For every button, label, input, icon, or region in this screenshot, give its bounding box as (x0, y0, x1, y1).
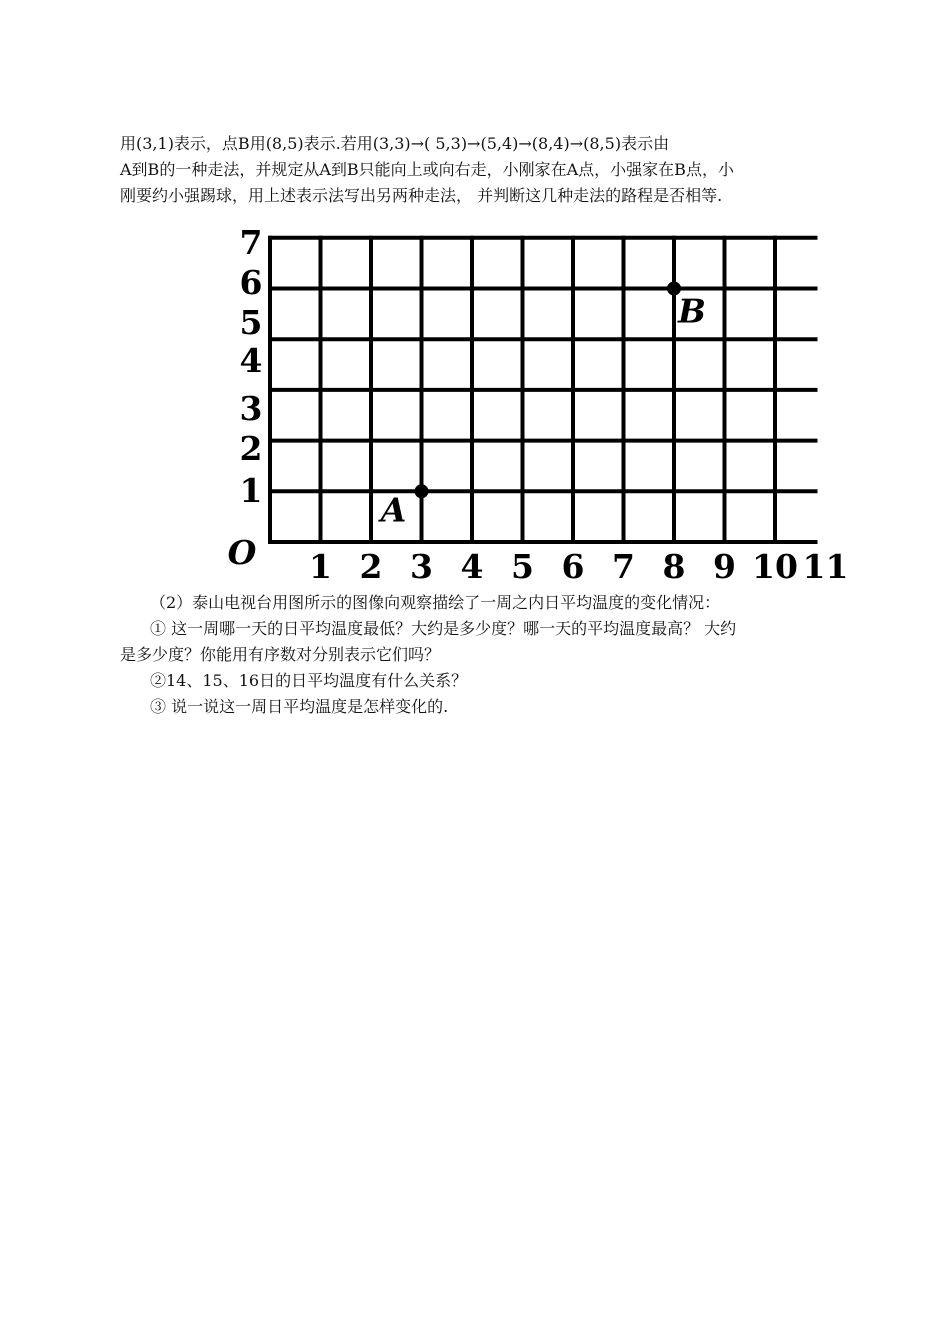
x-tick-label: 5 (511, 547, 534, 582)
x-tick-label: 11 (802, 547, 849, 582)
problem-1-line-2: A到B的一种走法，并规定从A到B只能向上或向右走，小刚家在A点，小强家在B点，小 (120, 160, 734, 179)
x-tick-label: 1 (309, 547, 332, 582)
x-tick-label: 2 (359, 547, 383, 582)
y-tick-label: 5 (239, 303, 263, 342)
x-tick-label: 9 (713, 547, 736, 582)
x-tick-label: 3 (410, 547, 433, 582)
point-label: A (380, 490, 407, 530)
problem-1-line-3: 刚要约小强踢球，用上述表示法写出另两种走法， 并判断这几种走法的路程是否相等. (120, 186, 723, 205)
origin-label: O (227, 533, 257, 572)
problem-1-line-1: 用(3,1)表示，点B用(8,5)表示.若用(3,3)→( 5,3)→(5,4)→(8,4)→(8,5)表示由 (120, 134, 670, 153)
question-3: ③ 说一说这一周日平均温度是怎样变化的. (150, 697, 449, 716)
x-tick-label: 7 (612, 547, 635, 582)
y-tick-label: 1 (239, 471, 263, 510)
coordinate-grid-figure (220, 222, 850, 582)
question-1-line-1: ① 这一周哪一天的日平均温度最低？大约是多少度？哪一天的平均温度最高？ 大约 (150, 619, 737, 638)
point-label: B (678, 291, 706, 331)
question-1-line-2: 是多少度？你能用有序数对分别表示它们吗？ (120, 645, 441, 664)
question-2: ②14、15、16日的日平均温度有什么关系？ (150, 671, 468, 690)
problem-2-text (120, 590, 850, 720)
y-tick-label: 3 (239, 389, 263, 428)
problem-1-text (120, 131, 850, 209)
grid-lines (268, 236, 818, 544)
x-tick-label: 4 (460, 547, 484, 582)
problem-2-intro: （2）泰山电视台用图所示的图像向观察描绘了一周之内日平均温度的变化情况： (150, 593, 721, 612)
y-tick-label: 4 (239, 341, 263, 380)
y-tick-label: 2 (239, 429, 263, 468)
x-tick-label: 6 (561, 547, 585, 582)
x-tick-label: 10 (752, 547, 798, 582)
y-tick-label: 6 (239, 263, 263, 302)
point-marker (415, 484, 429, 498)
y-tick-label: 7 (239, 223, 263, 262)
x-tick-label: 8 (662, 547, 686, 582)
